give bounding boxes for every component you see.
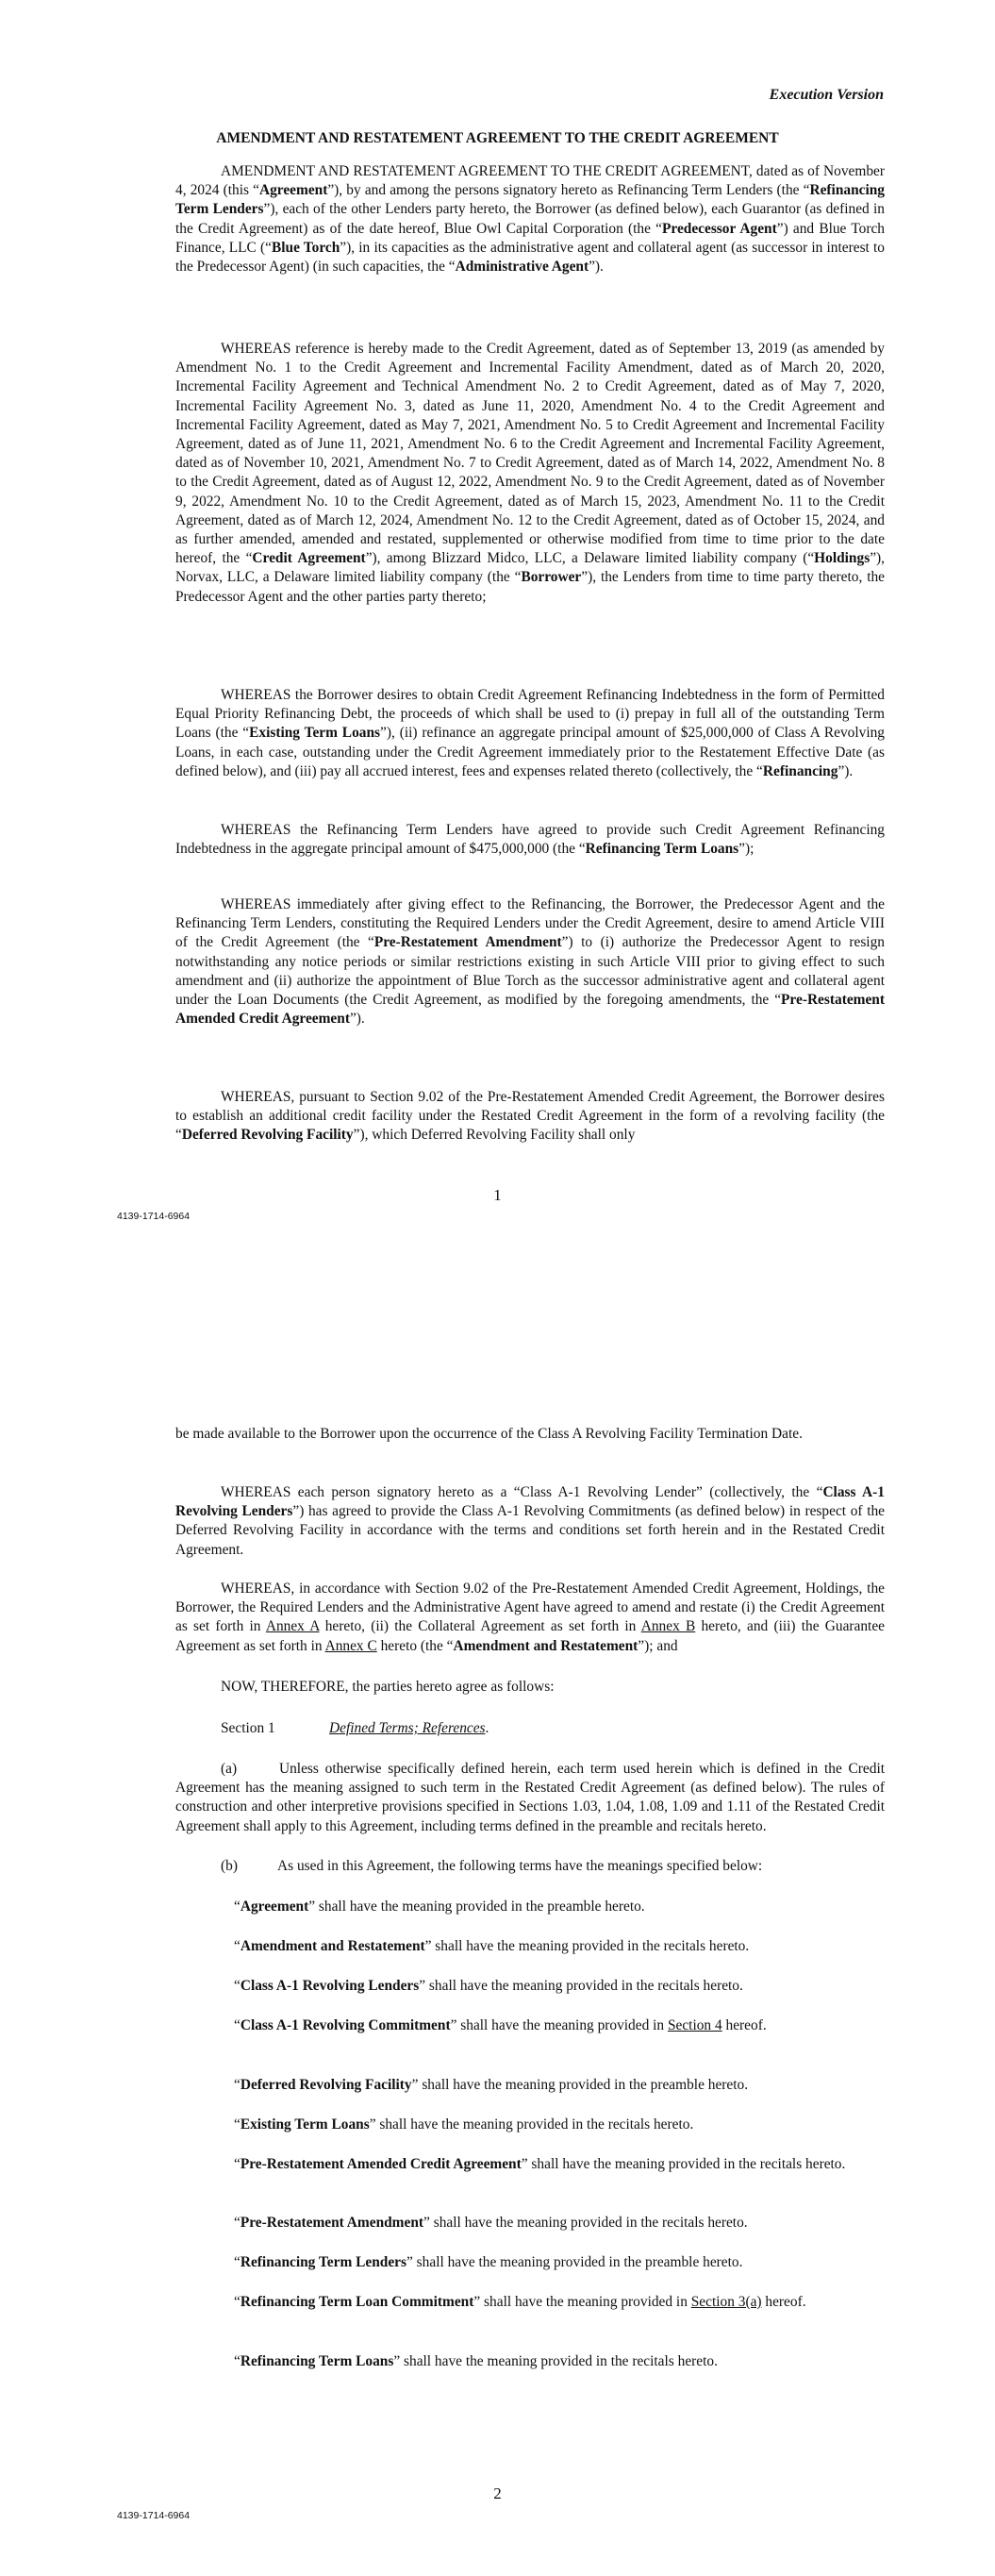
def-block-11 (175, 2352, 885, 2371)
page-1-body-4 (175, 821, 885, 859)
page-number: 2 (493, 2484, 502, 2502)
def-block-10 (175, 2293, 885, 2312)
definition-item: “Refinancing Term Lenders” shall have the meaning provided in the preamble hereto. (234, 2254, 743, 2270)
def-block-3 (175, 1977, 885, 1996)
def-block-8 (175, 2214, 885, 2233)
definition-item: “Refinancing Term Loan Commitment” shall have the meaning provided in Section 3(a) hereof. (234, 2294, 806, 2310)
page-2 (0, 1217, 995, 2576)
document-title: AMENDMENT AND RESTATEMENT AGREEMENT TO THE CREDIT AGREEMENT (216, 130, 779, 146)
def-block-7 (175, 2155, 885, 2174)
item-b-block (175, 1857, 885, 1876)
definition-item: “Amendment and Restatement” shall have the meaning provided in the recitals hereto. (234, 1938, 750, 1954)
def-block-4 (175, 2016, 885, 2035)
definition-item: “Agreement” shall have the meaning provided in the preamble hereto. (234, 1899, 645, 1915)
section-1-heading-block (175, 1719, 885, 1738)
definition-item: “Refinancing Term Loans” shall have the meaning provided in the recitals hereto. (234, 2353, 718, 2369)
recital-amendment-restatement: WHEREAS, in accordance with Section 9.02 of the Pre-Restatement Amended Credit Agreement, Holdings, the Borrower, the Required Lenders and the Administrative Agent have agreed to amend and restate (i) the Credit Agreement as set forth in Annex A hereto, (ii) the Collateral Agreement as set forth in Annex B hereto, and (iii) the Guarantee Agreement as set forth in Annex C hereto (the “Amendment and Restatement”); and (175, 1581, 885, 1654)
definition-item: “Pre-Restatement Amended Credit Agreement” shall have the meaning provided in the recitals hereto. (234, 2156, 846, 2172)
recital-credit-agreement: WHEREAS reference is hereby made to the Credit Agreement, dated as of September 13, 2019 (as amended by Amendment No. 1 to the Credit Agreement and Incremental Facility Amendment, dated as of March 20, 2020, Incremental Facility Agreement and Technical Amendment No. 2 to Credit Agreement, dated as of May 7, 2020, Incremental Facility Agreement No. 3, dated as June 11, 2020, Amendment No. 4 to the Credit Agreement and Incremental Facility Agreement, dated as May 7, 2021, Amendment No. 5 to Credit Agreement and Incremental Facility Agreement, dated as of June 11, 2021, Amendment No. 6 to the Credit Agreement and Incremental Facility Agreement, dated as of November 10, 2021, Amendment No. 7 to Credit Agreement, dated as of March 14, 2022, Amendment No. 8 to the Credit Agreement, dated as of August 12, 2022, Amendment No. 9 to the Credit Agreement, dated as of November 9, 2022, Amendment No. 10 to the Credit Agreement, dated as of March 15, 2023, Amendment No. 11 to the Credit Agreement, dated as of March 12, 2024, Amendment No. 12 to the Credit Agreement, dated as of October 15, 2024, and as further amended, amended and restated, supplemented or otherwise modified from time to time prior to the date hereof, the “Credit Agreement”), among Blizzard Midco, LLC, a Delaware limited liability company (“Holdings”), Norvax, LLC, a Delaware limited liability company (the “Borrower”), the Lenders from time to time party thereto, the Predecessor Agent and the other parties party thereto; (175, 341, 886, 605)
page-2-body-2 (175, 1580, 885, 1656)
item-a: (a) Unless otherwise specifically defined herein, each term used herein which is defined in the Credit Agreement has the meaning assigned to such term in the Restated Credit Agreement (as defined below). The rules of construction and other interpretive provisions specified in Sections 1.03, 1.04, 1.08, 1.09 and 1.11 of the Restated Credit Agreement shall apply to this Agreement, including terms defined in the preamble and recitals hereto. (175, 1761, 885, 1834)
definition-item: “Class A-1 Revolving Lenders” shall have the meaning provided in the recitals hereto. (234, 1978, 743, 1994)
page-1-body-2 (175, 340, 885, 607)
def-block-2 (175, 1937, 885, 1956)
page-1-body-6 (175, 1088, 885, 1146)
section-1-heading: Section 1 Defined Terms; References. (221, 1720, 489, 1736)
page-number: 1 (493, 1186, 502, 1204)
recital-refinancing: WHEREAS the Borrower desires to obtain Credit Agreement Refinancing Indebtedness in the form of Permitted Equal Priority Refinancing Debt, the proceeds of which shall be used to (i) prepay in full all of the outstanding Term Loans (the “Existing Term Loans”), (ii) refinance an aggregate principal amount of $25,000,000 of Class A Revolving Loans, in each case, outstanding under the Credit Agreement immediately prior to the Restatement Effective Date (as defined below), and (iii) pay all accrued interest, fees and expenses related thereto (collectively, the “Refinancing”). (175, 687, 885, 779)
preamble-paragraph: AMENDMENT AND RESTATEMENT AGREEMENT TO THE CREDIT AGREEMENT, dated as of November 4, 2024 (this “Agreement”), by and among the persons signatory hereto as Refinancing Term Lenders (the “Refinancing Term Lenders”), each of the other Lenders party hereto, the Borrower (as defined below), each Guarantor (as defined in the Credit Agreement) as of the date hereof, Blue Owl Capital Corporation (the “Predecessor Agent”) and Blue Torch Finance, LLC (“Blue Torch”), in its capacities as the administrative agent and collateral agent (as successor in interest to the Predecessor Agent) (in such capacities, the “Administrative Agent”). (175, 163, 885, 276)
definition-item: “Pre-Restatement Amendment” shall have the meaning provided in the recitals hereto. (234, 2215, 748, 2231)
page-1-body (175, 162, 885, 276)
definition-item: “Existing Term Loans” shall have the meaning provided in the recitals hereto. (234, 2116, 694, 2133)
page-1 (0, 0, 995, 1222)
continued-text: be made available to the Borrower upon the occurrence of the Class A Revolving Facility Termination Date. (175, 1426, 803, 1442)
page-2-body-1 (175, 1483, 885, 1560)
page-1-body-3 (175, 686, 885, 781)
recital-class-a1-lenders: WHEREAS each person signatory hereto as a “Class A-1 Revolving Lender” (collectively, the “Class A-1 Revolving Lenders”) has agreed to provide the Class A-1 Revolving Commitments (as defined below) in respect of the Deferred Revolving Facility in accordance with the terms and conditions set forth herein and in the Restated Credit Agreement. (175, 1484, 885, 1558)
def-block-5 (175, 2076, 885, 2095)
item-a-block (175, 1760, 885, 1836)
recital-refinancing-term-loans: WHEREAS the Refinancing Term Lenders have agreed to provide such Credit Agreement Refinancing Indebtedness in the aggregate principal amount of $475,000,000 (the “Refinancing Term Loans”); (175, 822, 885, 858)
now-therefore: NOW, THEREFORE, the parties hereto agree as follows: (221, 1679, 555, 1695)
document-id: 4139-1714-6964 (117, 2510, 191, 2521)
document-id: 4139-1714-6964 (117, 1211, 191, 1222)
definition-item: “Class A-1 Revolving Commitment” shall have the meaning provided in Section 4 hereof. (234, 2017, 767, 2033)
def-block-9 (175, 2253, 885, 2272)
page-2-continuation (175, 1425, 885, 1444)
recital-pre-restatement: WHEREAS immediately after giving effect to the Refinancing, the Borrower, the Predecessor Agent and the Refinancing Term Lenders, constituting the Required Lenders under the Credit Agreement, desire to amend Article VIII of the Credit Agreement (the “Pre-Restatement Amendment”) to (i) authorize the Predecessor Agent to resign notwithstanding any notice periods or similar restrictions existing in such Article VIII prior to giving effect to such amendment and (ii) authorize the appointment of Blue Torch as the successor administrative agent and collateral agent under the Loan Documents (the Credit Agreement, as modified by the foregoing amendments, the “Pre-Restatement Amended Credit Agreement”). (175, 896, 885, 1028)
def-block-6 (175, 2116, 885, 2134)
page-2-body-3 (175, 1678, 885, 1697)
def-block-1 (175, 1898, 885, 1916)
execution-version-label: Execution Version (769, 87, 884, 103)
recital-deferred-revolving: WHEREAS, pursuant to Section 9.02 of the Pre-Restatement Amended Credit Agreement, the Borrower desires to establish an additional credit facility under the Restated Credit Agreement in the form of a revolving facility (the “Deferred Revolving Facility”), which Deferred Revolving Facility shall only (175, 1089, 885, 1144)
item-b: (b) As used in this Agreement, the following terms have the meanings specified below: (221, 1858, 763, 1874)
definition-item: “Deferred Revolving Facility” shall have the meaning provided in the preamble hereto. (234, 2077, 749, 2093)
page-1-body-5 (175, 895, 885, 1029)
